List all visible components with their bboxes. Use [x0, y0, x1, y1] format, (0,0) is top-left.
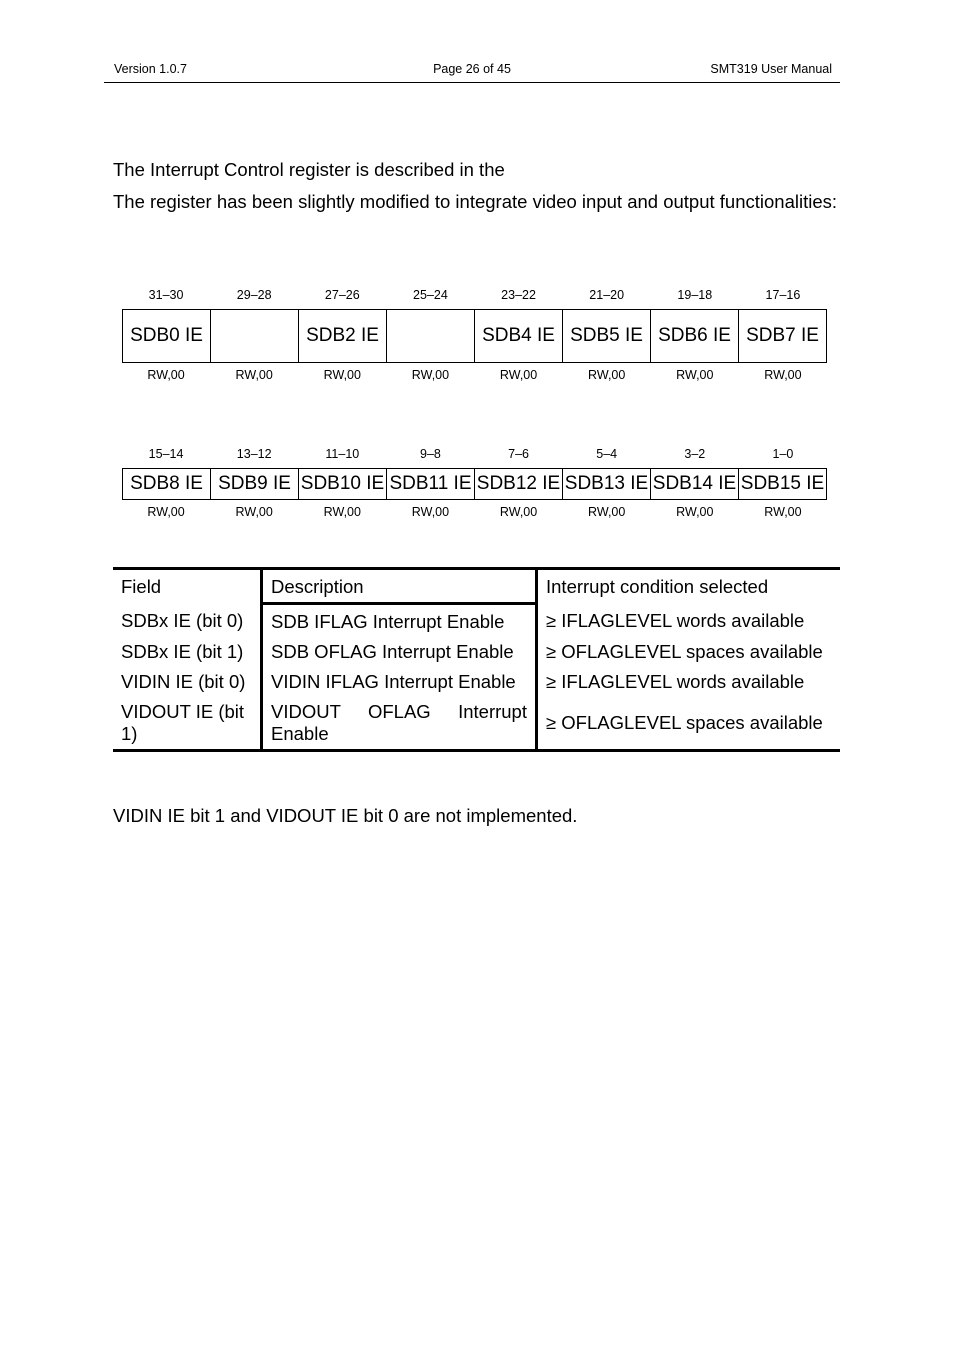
access-mode: RW,00	[676, 368, 714, 382]
bit-range: 19–18	[677, 288, 713, 302]
table-cell-description: SDB OFLAG Interrupt Enable	[262, 637, 537, 667]
access-mode: RW,00	[588, 368, 626, 382]
page-header	[104, 61, 840, 83]
access-mode: RW,00	[235, 368, 273, 382]
bit-range: 21–20	[589, 288, 625, 302]
register-field: SDB0 IE	[123, 310, 211, 362]
register-field: SDB11 IE	[387, 469, 475, 499]
register-field: SDB2 IE	[299, 310, 387, 362]
intro-line-2: The register has been slightly modified to integrate video input and output functionalities:	[113, 191, 838, 212]
register-upper-fields	[122, 309, 827, 363]
header-manual-title: SMT319 User Manual	[710, 62, 832, 76]
table-cell-condition: ≥ OFLAGLEVEL spaces available	[546, 712, 823, 733]
table-cell-description: VIDIN IFLAG Interrupt Enable	[262, 667, 537, 697]
bit-range: 29–28	[236, 288, 272, 302]
register-field: SDB10 IE	[299, 469, 387, 499]
bit-range: 27–26	[324, 288, 360, 302]
register-upper-bit-ranges	[122, 288, 827, 302]
table-header-row	[113, 569, 840, 604]
access-mode: RW,00	[588, 505, 626, 519]
table-cell-field: VIDIN IE (bit 0)	[113, 667, 262, 697]
register-lower-bit-ranges	[122, 447, 827, 461]
bit-range: 23–22	[501, 288, 536, 302]
table-cell-field: SDBx IE (bit 1)	[113, 637, 262, 667]
register-lower	[122, 447, 827, 519]
bit-range: 17–16	[765, 288, 801, 302]
field-description-table	[113, 567, 840, 752]
access-mode: RW,00	[499, 505, 538, 519]
register-field: SDB13 IE	[563, 469, 651, 499]
access-mode: RW,00	[323, 505, 361, 519]
intro-line-1: The Interrupt Control register is described in the	[113, 159, 505, 180]
register-field: SDB14 IE	[651, 469, 739, 499]
register-field: SDB9 IE	[211, 469, 299, 499]
access-mode: RW,00	[411, 368, 450, 382]
access-mode: RW,00	[499, 368, 538, 382]
table-cell-description: VIDOUT OFLAG Interrupt Enable	[262, 697, 537, 751]
table-cell-condition: ≥ OFLAGLEVEL spaces available	[546, 641, 823, 662]
bit-range: 11–10	[325, 447, 360, 461]
bit-range: 5–4	[596, 447, 618, 461]
access-mode: RW,00	[411, 505, 450, 519]
bit-range: 31–30	[148, 288, 184, 302]
bit-range: 3–2	[684, 447, 706, 461]
bit-range: 9–8	[420, 447, 441, 461]
access-mode: RW,00	[676, 505, 714, 519]
register-lower-fields	[122, 468, 827, 500]
register-field: SDB12 IE	[475, 469, 563, 499]
register-field	[211, 310, 299, 362]
register-field: SDB7 IE	[739, 310, 827, 362]
access-mode: RW,00	[764, 368, 802, 382]
table-cell-condition: ≥ IFLAGLEVEL words available	[546, 671, 805, 692]
table-row	[113, 697, 840, 751]
access-mode: RW,00	[147, 368, 185, 382]
header-page-number: Page 26 of 45	[433, 62, 511, 76]
register-lower-access	[122, 505, 827, 519]
bit-range: 7–6	[508, 447, 529, 461]
table-header-description: Description	[262, 569, 537, 604]
table-row	[113, 637, 840, 667]
table-cell-field: VIDOUT IE (bit 1)	[113, 697, 262, 751]
implementation-note: VIDIN IE bit 1 and VIDOUT IE bit 0 are not implemented.	[113, 805, 578, 826]
bit-range: 13–12	[236, 447, 272, 461]
register-field	[387, 310, 475, 362]
register-field: SDB8 IE	[123, 469, 211, 499]
table-cell-field: SDBx IE (bit 0)	[113, 604, 262, 638]
header-version: Version 1.0.7	[114, 62, 187, 76]
table-cell-condition: ≥ IFLAGLEVEL words available	[546, 610, 805, 632]
register-field: SDB5 IE	[563, 310, 651, 362]
register-upper-access	[122, 368, 827, 382]
access-mode: RW,00	[147, 505, 185, 519]
table-header-field: Field	[113, 569, 262, 604]
register-field: SDB6 IE	[651, 310, 739, 362]
table-cell-description: SDB IFLAG Interrupt Enable	[262, 604, 537, 638]
register-field: SDB4 IE	[475, 310, 563, 362]
access-mode: RW,00	[764, 505, 802, 519]
table-row	[113, 604, 840, 638]
register-field: SDB15 IE	[739, 469, 827, 499]
bit-range: 15–14	[148, 447, 184, 461]
bit-range: 25–24	[413, 288, 448, 302]
access-mode: RW,00	[323, 368, 361, 382]
access-mode: RW,00	[235, 505, 273, 519]
register-upper	[122, 288, 827, 382]
bit-range: 1–0	[772, 447, 794, 461]
table-header-condition: Interrupt condition selected	[546, 576, 769, 597]
table-row	[113, 667, 840, 697]
